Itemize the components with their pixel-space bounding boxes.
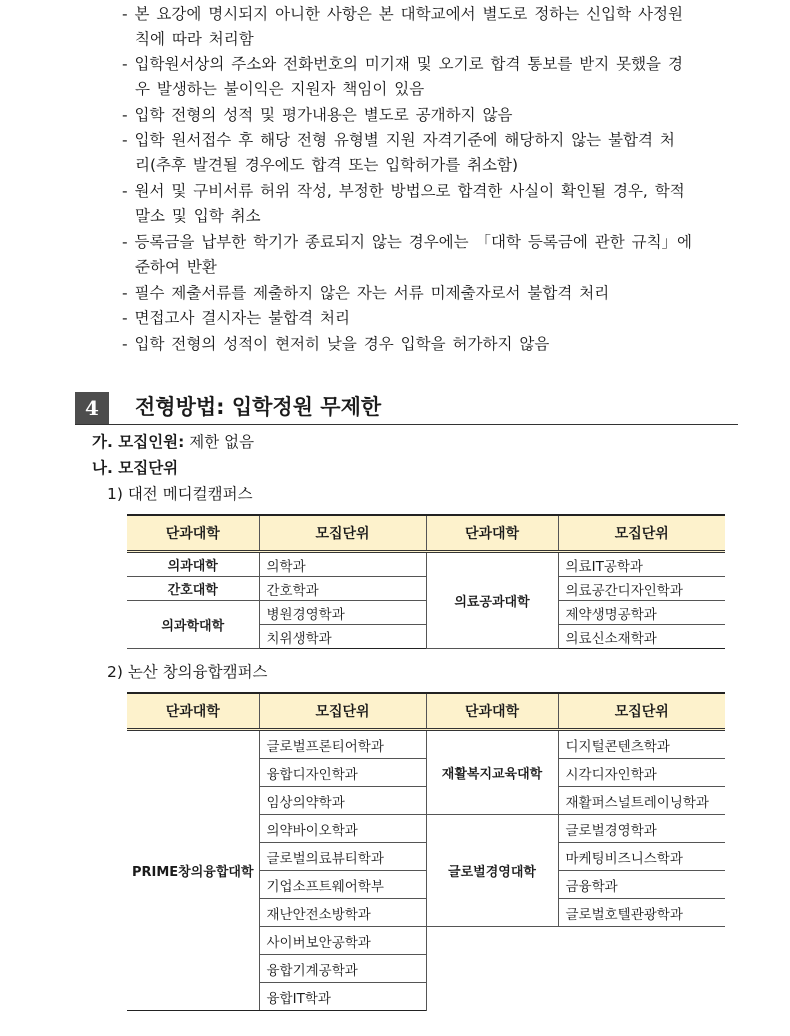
campus1-table bbox=[127, 514, 725, 649]
table-row bbox=[127, 730, 725, 759]
note-line: 준하여 반환 bbox=[135, 258, 217, 276]
recruit-quota bbox=[92, 432, 254, 452]
unit-cell: 융합디자인학과 bbox=[259, 759, 426, 787]
unit-cell: 글로벌경영학과 bbox=[558, 815, 725, 843]
unit-cell: 의료IT공학과 bbox=[558, 552, 725, 577]
unit-cell: 금융학과 bbox=[558, 871, 725, 899]
unit-cell: 병원경영학과 bbox=[259, 601, 426, 625]
unit-cell: 치위생학과 bbox=[259, 625, 426, 649]
college-cell: 의과학대학 bbox=[127, 601, 259, 649]
unit-cell: 글로벌호텔관광학과 bbox=[558, 899, 725, 927]
note-line: - 입학원서상의 주소와 전화번호의 미기재 및 오기로 합격 통보를 받지 못했을 경 bbox=[122, 55, 683, 73]
unit-cell: 글로벌의료뷰티학과 bbox=[259, 843, 426, 871]
section-number: 4 bbox=[75, 392, 109, 424]
unit-cell: 의료공간디자인학과 bbox=[558, 577, 725, 601]
college-cell: 재활복지교육대학 bbox=[426, 730, 558, 815]
college-cell: 글로벌경영대학 bbox=[426, 815, 558, 927]
recruit-quota-value: 제한 없음 bbox=[189, 433, 255, 451]
note-line: - 면접고사 결시자는 불합격 처리 bbox=[122, 309, 350, 327]
section-heading bbox=[75, 390, 738, 425]
unit-cell: 임상의약학과 bbox=[259, 787, 426, 815]
note-line: - 원서 및 구비서류 허위 작성, 부정한 방법으로 합격한 사실이 확인될 경우, 학적 bbox=[122, 182, 685, 200]
unit-cell: 디지털콘텐츠학과 bbox=[558, 730, 725, 759]
unit-cell: 사이버보안공학과 bbox=[259, 927, 426, 955]
unit-cell: 의료신소재학과 bbox=[558, 625, 725, 649]
section-title: 전형방법: 입학정원 무제한 bbox=[135, 395, 382, 419]
note-line: - 필수 제출서류를 제출하지 않은 자는 서류 미제출자로서 불합격 처리 bbox=[122, 284, 610, 302]
note-line: - 등록금을 납부한 학기가 종료되지 않는 경우에는 「대학 등록금에 관한 규칙」에 bbox=[122, 233, 693, 251]
col-header-college: 단과대학 bbox=[426, 515, 558, 552]
empty-cell bbox=[426, 927, 725, 1011]
col-header-unit: 모집단위 bbox=[259, 515, 426, 552]
unit-cell: 기업소프트웨어학부 bbox=[259, 871, 426, 899]
col-header-college: 단과대학 bbox=[127, 693, 259, 730]
campus2-title: 2) 논산 창의융합캠퍼스 bbox=[107, 663, 268, 681]
note-line: 우 발생하는 불이익은 지원자 책임이 있음 bbox=[135, 80, 425, 98]
note-line: - 입학 전형의 성적 및 평가내용은 별도로 공개하지 않음 bbox=[122, 106, 513, 124]
unit-cell: 간호학과 bbox=[259, 577, 426, 601]
campus2-table bbox=[127, 692, 725, 1011]
unit-cell: 융합기계공학과 bbox=[259, 955, 426, 983]
college-cell: PRIME창의융합대학 bbox=[127, 730, 259, 1011]
unit-cell: 제약생명공학과 bbox=[558, 601, 725, 625]
campus1-title: 1) 대전 메디컬캠퍼스 bbox=[107, 485, 253, 503]
col-header-unit: 모집단위 bbox=[558, 693, 725, 730]
unit-cell: 마케팅비즈니스학과 bbox=[558, 843, 725, 871]
note-line: 칙에 따라 처리함 bbox=[135, 30, 254, 48]
recruit-unit-heading bbox=[92, 458, 178, 478]
college-cell: 의과대학 bbox=[127, 552, 259, 577]
note-line: 말소 및 입학 취소 bbox=[135, 207, 261, 225]
recruit-unit-label: 나. 모집단위 bbox=[92, 459, 179, 477]
col-header-college: 단과대학 bbox=[127, 515, 259, 552]
note-line: - 본 요강에 명시되지 아니한 사항은 본 대학교에서 별도로 정하는 신입학 사정원 bbox=[122, 5, 683, 23]
col-header-unit: 모집단위 bbox=[558, 515, 725, 552]
unit-cell: 융합IT학과 bbox=[259, 983, 426, 1011]
college-cell: 의료공과대학 bbox=[426, 552, 558, 649]
note-line: 리(추후 발견될 경우에도 합격 또는 입학허가를 취소함) bbox=[135, 156, 519, 174]
unit-cell: 의약바이오학과 bbox=[259, 815, 426, 843]
col-header-unit: 모집단위 bbox=[259, 693, 426, 730]
unit-cell: 글로벌프론티어학과 bbox=[259, 730, 426, 759]
recruit-quota-label: 가. 모집인원: bbox=[92, 433, 185, 451]
college-cell: 간호대학 bbox=[127, 577, 259, 601]
unit-cell: 시각디자인학과 bbox=[558, 759, 725, 787]
col-header-college: 단과대학 bbox=[426, 693, 558, 730]
unit-cell: 의학과 bbox=[259, 552, 426, 577]
table-row bbox=[127, 552, 725, 577]
unit-cell: 재난안전소방학과 bbox=[259, 899, 426, 927]
note-line: - 입학 원서접수 후 해당 전형 유형별 지원 자격기준에 해당하지 않는 불합격 처 bbox=[122, 131, 675, 149]
unit-cell: 재활퍼스널트레이닝학과 bbox=[558, 787, 725, 815]
note-line: - 입학 전형의 성적이 현저히 낮을 경우 입학을 허가하지 않음 bbox=[122, 335, 550, 353]
